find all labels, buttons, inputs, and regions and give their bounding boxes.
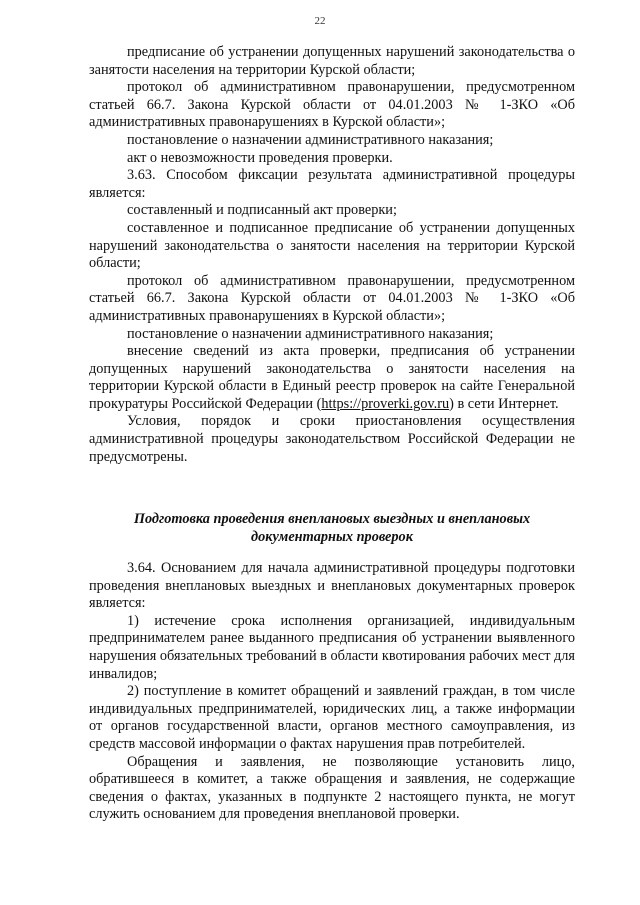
paragraph: протокол об административном правонарушении, предусмотренном статьей 66.7. Закона Курской области от 04.01.2003 № 1-ЗКО «Об административных правонарушениях в Курской области»; xyxy=(89,272,575,324)
paragraph: акт о невозможности проведения проверки. xyxy=(127,149,393,166)
text-block-bottom xyxy=(89,560,575,824)
paragraph: 1) истечение срока исполнения организацией, индивидуальным предпринимателем ранее выданного предписания об устранении выявленного нарушения обязательных требований в области квотирования рабочих мест для инвалидов; xyxy=(89,612,575,682)
section-heading-line: Подготовка проведения внеплановых выездных и внеплановых xyxy=(133,511,531,527)
proverki-link[interactable]: https://proverki.gov.ru xyxy=(321,395,450,412)
page-number: 22 xyxy=(314,15,326,27)
suspension-paragraph: Условия, порядок и сроки приостановления осуществления административной процедуры законодательством Российской Федерации не предусмотрены. xyxy=(89,413,575,465)
paragraph: протокол об административном правонарушении, предусмотренном статьей 66.7. Закона Курской области от 04.01.2003 № 1-ЗКО «Об административных правонарушениях в Курской области»; xyxy=(89,79,575,131)
paragraph: составленный и подписанный акт проверки; xyxy=(127,202,397,219)
paragraph: 2) поступление в комитет обращений и заявлений граждан, в том числе индивидуальных предпринимателей, юридических лиц, а также информации от органов государственной власти, органов местного самоуправления, из средств массовой информации о фактах нарушения прав потребителей. xyxy=(89,683,575,752)
paragraph: 3.64. Основанием для начала административной процедуры подготовки проведения внеплановых выездных и внеплановых документарных проверок является: xyxy=(89,560,575,612)
paragraph: 3.63. Способом фиксации результата административной процедуры является: xyxy=(89,167,575,201)
text-block-top xyxy=(89,44,575,466)
paragraph: предписание об устранении допущенных нарушений законодательства о занятости населения на территории Курской области; xyxy=(89,44,575,78)
registry-text-before: внесение сведений из акта проверки, предписания об устранении допущенных нарушений законодательства о занятости населения на территории Курской области в Единый реестр проверок на сайте Генеральной прокуратуры Российской Федерации ( xyxy=(89,343,575,412)
section-heading-line: документарных проверок xyxy=(251,528,413,545)
paragraph: Обращения и заявления, не позволяющие установить лицо, обратившееся в комитет, а также обращения и заявления, не содержащие сведения о фактах, указанных в подпункте 2 настоящего пункта, не могут служить основанием для проведения внеплановой проверки. xyxy=(89,753,575,823)
section-heading xyxy=(89,511,575,546)
registry-paragraph xyxy=(89,343,575,413)
paragraph: составленное и подписанное предписание об устранении допущенных нарушений законодательства о занятости населения на территории Курской области; xyxy=(89,219,575,272)
registry-text-after: ) в сети Интернет. xyxy=(449,395,559,412)
paragraph: постановление о назначении административного наказания; xyxy=(127,325,494,342)
paragraph: постановление о назначении административного наказания; xyxy=(127,131,494,148)
